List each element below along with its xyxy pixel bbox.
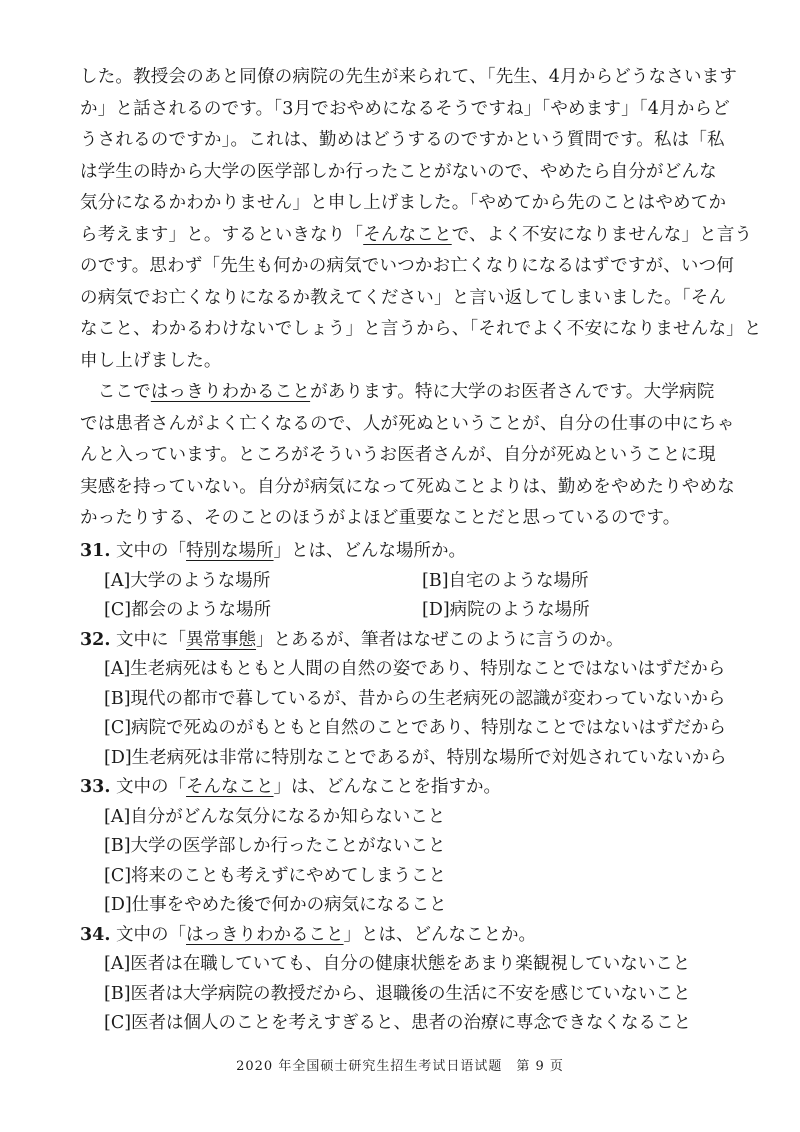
question-text: 文中の「 — [116, 541, 187, 561]
page-footer: 2020 年全国硕士研究生招生考试日语试题 第 9 页 — [236, 1059, 564, 1074]
passage-line: 気分になるかわかりません」と申し上げました。「やめてから先のことはやめてか — [80, 193, 727, 213]
question-number: 34. — [80, 924, 111, 945]
option-a: [A]自分がどんな気分になるか知らないこと — [104, 806, 446, 827]
underlined-phrase: はっきりわかること — [150, 382, 311, 402]
option-d: [D]仕事をやめた後で何かの病気になること — [104, 895, 447, 915]
underlined-phrase: 特別な場所 — [186, 541, 274, 561]
passage-line: は学生の時から大学の医学部しか行ったことがないので、やめたら自分がどんな — [80, 161, 717, 182]
passage-line: 申し上げました。 — [80, 350, 222, 371]
question-text: 」とは、どんな場所か。 — [273, 541, 467, 561]
option-b: [B]現代の都市で暮しているが、昔からの生老病死の認識が変わっていないから — [104, 688, 726, 709]
option-c: [C]将来のことも考えずにやめてしまうこと — [104, 865, 447, 886]
question-text: 」とは、どんなことか。 — [343, 924, 537, 945]
option-c: [C]医者は個人のことを考えすぎると、患者の治療に専念できなくなること — [104, 1013, 692, 1033]
text-segment: で、よく不安になりませんな」と言う — [451, 224, 753, 245]
option-a: [A]大学のような場所 — [104, 570, 271, 591]
question-text: 文中の「 — [116, 777, 187, 797]
passage-line: か」と話されるのです。「3月でおやめになるそうですね」「やめます」「4月からど — [80, 98, 730, 119]
question-text: 文中の「 — [116, 924, 187, 945]
text-segment: ら考えます」と。するといきなり「 — [80, 224, 364, 245]
question-list — [80, 537, 740, 1039]
option-c: [C]都会のような場所 — [104, 600, 272, 620]
passage-line: の病気でお亡くなりになるか教えてください」と言い返してしまいました。「そん — [80, 287, 727, 308]
option-b: [B]大学の医学部しか行ったことがないこと — [104, 836, 446, 856]
option-row — [80, 596, 740, 626]
question-number: 31. — [80, 541, 111, 561]
option-row — [80, 567, 740, 597]
option-d: [D]病院のような場所 — [422, 600, 590, 620]
option-b: [B]自宅のような場所 — [422, 570, 589, 591]
passage-line: した。教授会のあと同僚の病院の先生が来られて、「先生、4月からどうなさいます — [80, 67, 738, 87]
option-a: [A]医者は在職していても、自分の健康状態をあまり楽観視していないこと — [104, 954, 691, 974]
question-31 — [80, 537, 740, 567]
question-34 — [80, 921, 740, 951]
passage-line-underlined — [80, 220, 753, 252]
question-text: 」は、どんなことを指すか。 — [273, 777, 502, 797]
option-b: [B]医者は大学病院の教授だから、退職後の生活に不安を感じていないこと — [104, 983, 691, 1004]
passage-line: のです。思わず「先生も何かの病気でいつかお亡くなりになるはずですが、いつ何 — [80, 256, 735, 276]
option-a: [A]生老病死はもともと人間の自然の姿であり、特別なことではないはずだから — [104, 659, 726, 679]
question-text: 文中に「 — [116, 629, 187, 650]
option-c: [C]病院で死ぬのがもともと自然のことであり、特別なことではないはずだから — [104, 718, 727, 738]
question-33 — [80, 773, 740, 803]
passage-line: 実感を持っていない。自分が病気になって死ぬことよりは、勤めをやめたりやめな — [80, 476, 735, 497]
underlined-phrase: 異常事態 — [186, 629, 257, 650]
question-text: 」とあるが、筆者はなぜこのように言うのか。 — [256, 629, 624, 650]
text-segment: があります。特に大学のお医者さんです。大学病院 — [310, 382, 715, 402]
underlined-phrase: はっきりわかること — [186, 924, 344, 945]
passage-line: では患者さんがよく亡くなるので、人が死ぬということが、自分の仕事の中にちゃ — [80, 413, 735, 434]
passage-line: うされるのですか」。これは、勤めはどうするのですかという質問です。私は「私 — [80, 130, 725, 150]
underlined-phrase: そんなこと — [186, 777, 274, 797]
underlined-phrase: そんなこと — [363, 224, 452, 245]
question-32 — [80, 626, 740, 656]
question-number: 33. — [80, 777, 111, 797]
passage-line: なこと、わかるわけないでしょう」と言うから、「それでよく不安になりませんな」と — [80, 319, 762, 339]
question-number: 32. — [80, 629, 111, 650]
passage-line: かったりする、そのことのほうがよほど重要なことだと思っているのです。 — [80, 508, 681, 528]
reading-passage — [80, 62, 762, 535]
passage-line-underlined — [80, 377, 730, 409]
option-d: [D]生老病死は非常に特別なことであるが、特別な場所で対処されていないから — [104, 747, 727, 768]
passage-line: んと入っています。ところがそういうお医者さんが、自分が死ぬということに現 — [80, 445, 716, 465]
text-segment: ここで — [80, 382, 151, 402]
